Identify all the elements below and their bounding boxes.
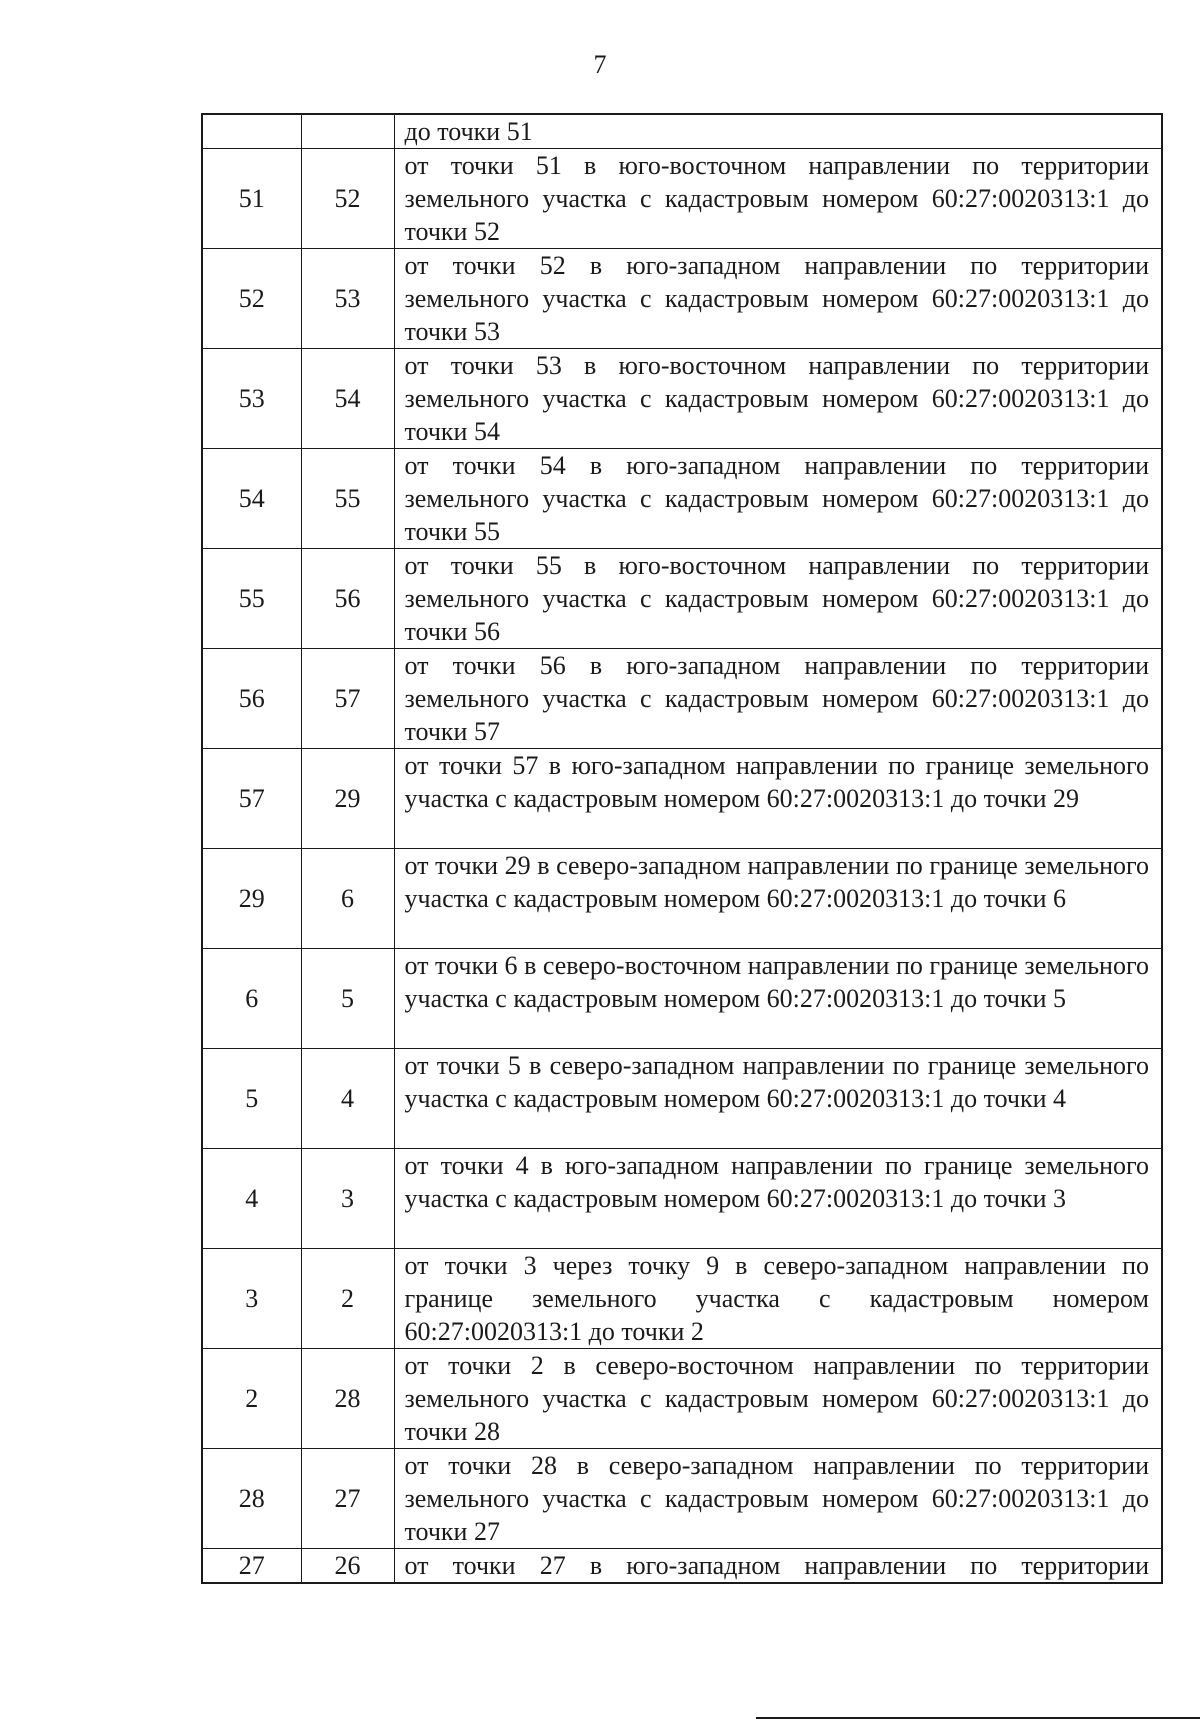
- table-row: [202, 1049, 1162, 1149]
- from-point-cell: 56: [202, 649, 301, 749]
- footer-rule: [756, 1717, 1200, 1719]
- from-point-cell: 53: [202, 349, 301, 449]
- to-point-cell: 3: [301, 1149, 394, 1249]
- table-row: [202, 1449, 1162, 1549]
- description-cell: от точки 52 в юго-западном направлении по территории земельного участка с кадастровым номером 60:27:0020313:1 до точки 53: [394, 249, 1162, 349]
- table-row: [202, 1349, 1162, 1449]
- description-cell: до точки 51: [394, 114, 1162, 149]
- description-cell: от точки 4 в юго-западном направлении по границе земельного участка с кадастровым номером 60:27:0020313:1 до точки 3: [394, 1149, 1162, 1249]
- from-point-cell: 4: [202, 1149, 301, 1249]
- table-row: [202, 114, 1162, 149]
- table-row: [202, 749, 1162, 849]
- from-point-cell: 2: [202, 1349, 301, 1449]
- from-point-cell: 54: [202, 449, 301, 549]
- description-cell: от точки 6 в северо-восточном направлении по границе земельного участка с кадастровым номером 60:27:0020313:1 до точки 5: [394, 949, 1162, 1049]
- to-point-cell: 5: [301, 949, 394, 1049]
- table-row: [202, 549, 1162, 649]
- table-row: [202, 1249, 1162, 1349]
- to-point-cell: [301, 114, 394, 149]
- to-point-cell: 27: [301, 1449, 394, 1549]
- table-row: [202, 1549, 1162, 1584]
- to-point-cell: 52: [301, 149, 394, 249]
- description-cell: от точки 27 в юго-западном направлении по территории: [394, 1549, 1162, 1584]
- to-point-cell: 29: [301, 749, 394, 849]
- table-row: [202, 849, 1162, 949]
- to-point-cell: 2: [301, 1249, 394, 1349]
- to-point-cell: 4: [301, 1049, 394, 1149]
- description-cell: от точки 28 в северо-западном направлении по территории земельного участка с кадастровым номером 60:27:0020313:1 до точки 27: [394, 1449, 1162, 1549]
- to-point-cell: 6: [301, 849, 394, 949]
- from-point-cell: 57: [202, 749, 301, 849]
- to-point-cell: 56: [301, 549, 394, 649]
- from-point-cell: 27: [202, 1549, 301, 1584]
- description-cell: от точки 56 в юго-западном направлении по территории земельного участка с кадастровым номером 60:27:0020313:1 до точки 57: [394, 649, 1162, 749]
- description-cell: от точки 3 через точку 9 в северо-западном направлении по границе земельного участка с кадастровым номером 60:27:0020313:1 до точки 2: [394, 1249, 1162, 1349]
- to-point-cell: 53: [301, 249, 394, 349]
- page-number: 7: [593, 50, 607, 79]
- description-cell: от точки 5 в северо-западном направлении по границе земельного участка с кадастровым номером 60:27:0020313:1 до точки 4: [394, 1049, 1162, 1149]
- from-point-cell: 55: [202, 549, 301, 649]
- from-point-cell: [202, 114, 301, 149]
- from-point-cell: 5: [202, 1049, 301, 1149]
- table-row: [202, 449, 1162, 549]
- description-cell: от точки 54 в юго-западном направлении по территории земельного участка с кадастровым номером 60:27:0020313:1 до точки 55: [394, 449, 1162, 549]
- description-cell: от точки 29 в северо-западном направлении по границе земельного участка с кадастровым номером 60:27:0020313:1 до точки 6: [394, 849, 1162, 949]
- to-point-cell: 28: [301, 1349, 394, 1449]
- table-row: [202, 249, 1162, 349]
- table-row: [202, 1149, 1162, 1249]
- from-point-cell: 3: [202, 1249, 301, 1349]
- description-cell: от точки 57 в юго-западном направлении по границе земельного участка с кадастровым номером 60:27:0020313:1 до точки 29: [394, 749, 1162, 849]
- from-point-cell: 29: [202, 849, 301, 949]
- description-cell: от точки 55 в юго-восточном направлении по территории земельного участка с кадастровым номером 60:27:0020313:1 до точки 56: [394, 549, 1162, 649]
- table-row: [202, 149, 1162, 249]
- from-point-cell: 51: [202, 149, 301, 249]
- description-cell: от точки 53 в юго-восточном направлении по территории земельного участка с кадастровым номером 60:27:0020313:1 до точки 54: [394, 349, 1162, 449]
- table-row: [202, 349, 1162, 449]
- to-point-cell: 55: [301, 449, 394, 549]
- from-point-cell: 6: [202, 949, 301, 1049]
- table-row: [202, 649, 1162, 749]
- from-point-cell: 28: [202, 1449, 301, 1549]
- to-point-cell: 57: [301, 649, 394, 749]
- table-row: [202, 949, 1162, 1049]
- from-point-cell: 52: [202, 249, 301, 349]
- description-cell: от точки 2 в северо-восточном направлении по территории земельного участка с кадастровым номером 60:27:0020313:1 до точки 28: [394, 1349, 1162, 1449]
- description-cell: от точки 51 в юго-восточном направлении по территории земельного участка с кадастровым номером 60:27:0020313:1 до точки 52: [394, 149, 1162, 249]
- to-point-cell: 26: [301, 1549, 394, 1584]
- boundary-description-table: [201, 113, 1163, 1584]
- to-point-cell: 54: [301, 349, 394, 449]
